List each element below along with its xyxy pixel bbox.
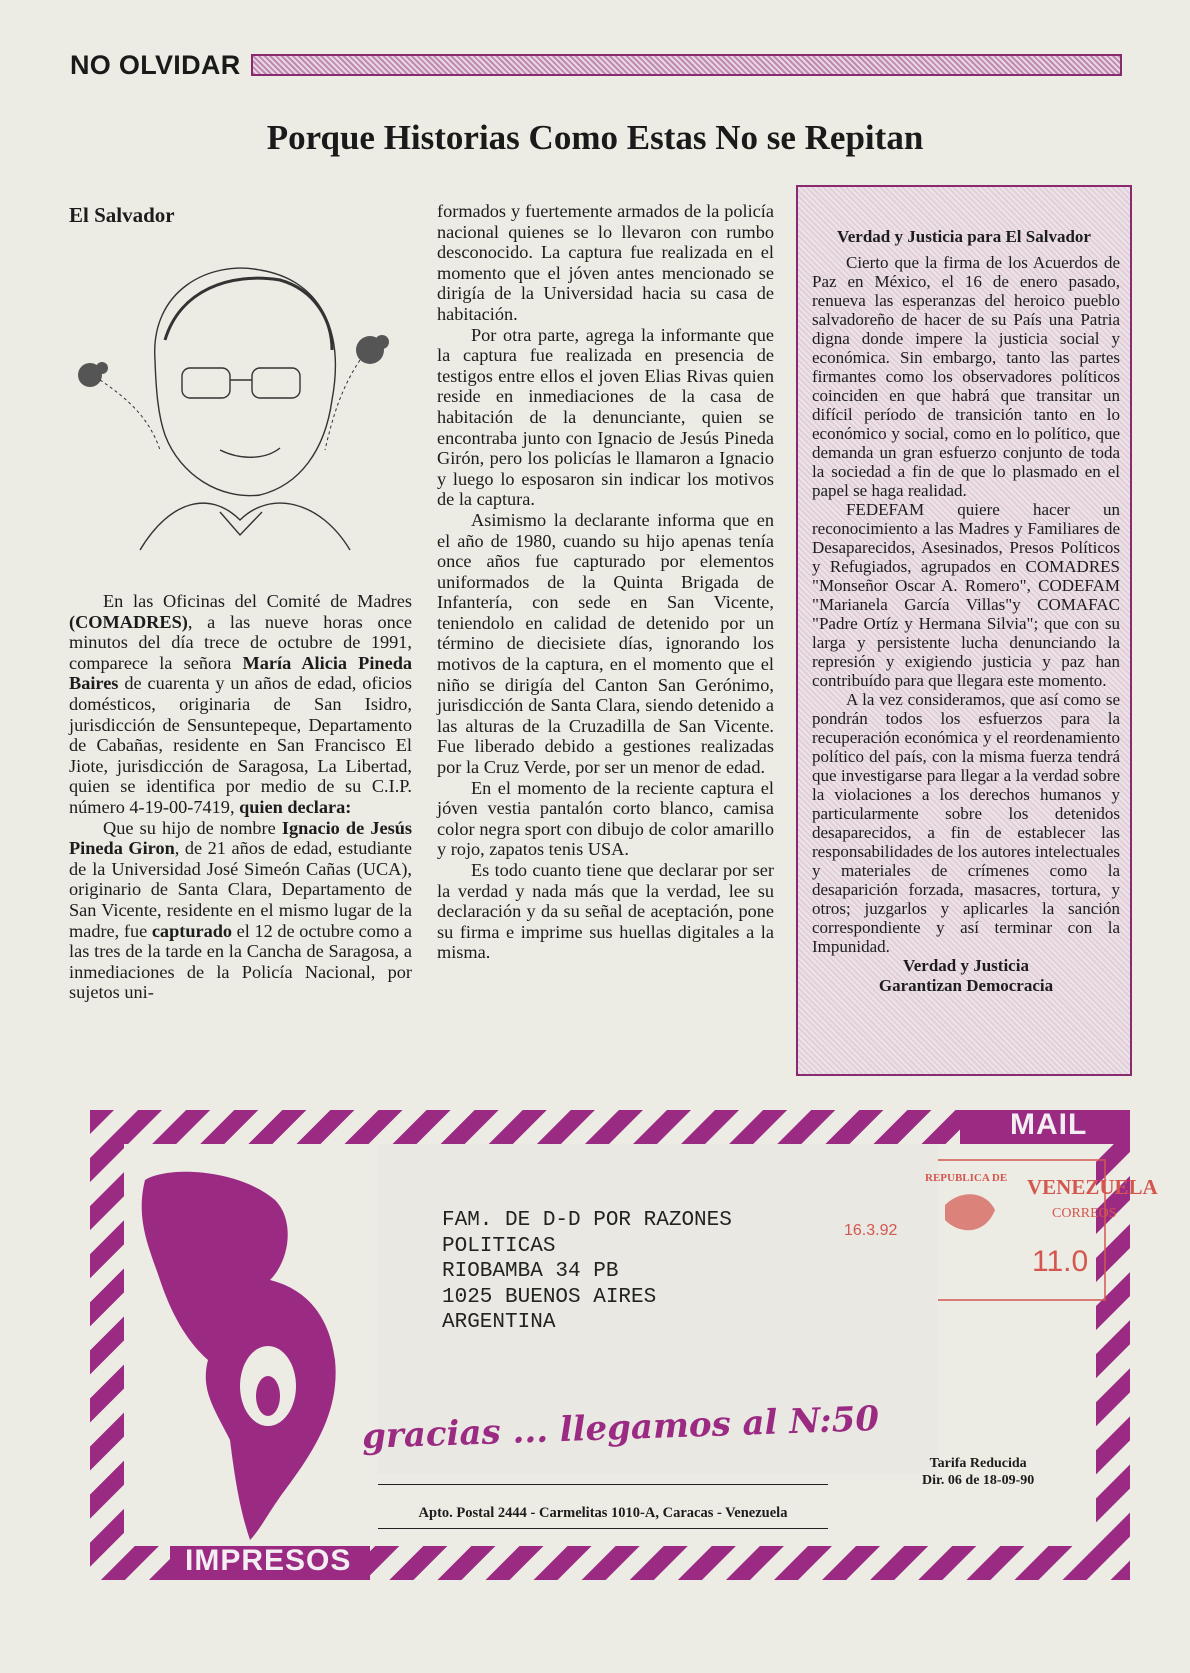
article-column-1-text [69, 591, 412, 1003]
postage-rate: Tarifa Reducida Dir. 06 de 18-09-90 [922, 1456, 1035, 1488]
article-column-1 [69, 205, 412, 226]
section-bar [251, 54, 1123, 76]
article-paragraph: Por otra parte, agrega la informante que la captura fue realizada en presencia de testigos entre ellos el joven Elias Rivas quien reside en inmediaciones de la casa de habitación de la denunciante, quien se encontraba junto con Ignacio de Jesús Pineda Girón, pero los policías le llamaron a Ignacio y luego lo esposaron sin indicar los motivos de la captura. [437, 324, 774, 510]
portrait-illustration [70, 250, 410, 560]
stamp-republica: REPUBLICA DE [925, 1172, 1008, 1184]
sender-postal-address: Apto. Postal 2444 - Carmelitas 1010-A, Caracas - Venezuela [378, 1484, 828, 1529]
recipient-address: FAM. DE D-D POR RAZONES POLITICAS RIOBAMBA 34 PB 1025 BUENOS AIRES ARGENTINA [442, 1209, 732, 1334]
coat-of-arms-icon [945, 1194, 995, 1230]
article-paragraph: formados y fuertemente armados de la policía nacional quienes se lo llevaron con rumbo desconocido. La captura fue realizada en el momento que el jóven antes mencionado se dirigía de la Universidad hacia su casa de habitación. [437, 201, 774, 324]
portrait-glasses-left [182, 368, 230, 398]
portrait-hair [165, 278, 332, 350]
portrait-mouth [220, 448, 280, 457]
map-americas-illustration [142, 1172, 336, 1540]
article-paragraph: En el momento de la reciente captura el jóven vestia pantalón corto blanco, camisa color negra sport con dibujo de color amarillo y rojo, zapatos tenis USA. [437, 777, 774, 860]
portrait-glasses-right [252, 368, 300, 398]
portrait-collar [140, 503, 350, 550]
stamp-correos: CORREOS [1052, 1206, 1117, 1221]
article-paragraph: Es todo cuanto tiene que declarar por ser la verdad y nada más que la verdad, lee su declaración y da su señal de aceptación, pone su firma e imprime sus huellas digitales a la misma. [437, 860, 774, 963]
sidebar-paragraph: Cierto que la firma de los Acuerdos de Paz en México, el 16 de enero pasado, renueva las esperanzas del heroico pueblo salvadoreño de hacer de su País una Patria digna donde impere la justicia social y económica. Sin embargo, tanto las partes firmantes como los observadores políticos coinciden en que habrá que transitar un difícil período de transición tanto en lo económico y social, como en lo político, que demanda un gran esfuerzo conjunto de toda la sociedad a fin de que lo plasmado en el papel se haga realidad. [812, 253, 1120, 500]
handwritten-note: gracias ... llegamos al N:50 [361, 1398, 880, 1458]
article-column-2 [437, 201, 774, 963]
section-title: NO OLVIDAR [70, 49, 241, 80]
article-paragraph: Asimismo la declarante informa que en el año de 1980, cuando su hijo apenas tenía once años fue capturado por elementos uniformados de la Quinta Brigada de Infantería, con sede en San Vicente, teniendolo en calidad de detenido por un término de diecisiete días, ignorando los motivos de la captura, en el momento que el niño se dirigía del Canton San Gerónimo, jurisdicción de Santa Clara, siendo detenido a las alturas de la Cruzadilla de San Vicente. Fue liberado debido a gestiones realizadas por la Cruz Verde, por ser un menor de edad. [437, 509, 774, 778]
impresos-label: IMPRESOS [185, 1544, 352, 1577]
headline: Porque Historias Como Estas No se Repitan [266, 118, 924, 157]
sidebar-closing: Verdad y Justicia Garantizan Democracia [878, 956, 1054, 995]
sidebar-paragraph: FEDEFAM quiere hacer un reconocimiento a las Madres y Familiares de Desaparecidos, Asesinados, Presos Políticos y Refugiados, agrupados en COMADRES "Monseñor Oscar A. Romero", CODEFAM "Marianela García Villas"y COMAFAC "Padre Ortíz y Hermana Silvia"; que con su larga y persistente lucha denunciando la represión y exigiendo justicia y paz han contribuído para que llegara este momento. [812, 500, 1120, 690]
stamp-value: 11.0 [1032, 1245, 1089, 1278]
envelope [90, 1108, 1158, 1580]
postmark-date: 16.3.92 [844, 1222, 898, 1239]
article-paragraph: Que su hijo de nombre Ignacio de Jesús Pineda Giron, de 21 años de edad, estudiante de la Universidad José Simeón Cañas (UCA), originario de Santa Clara, Departamento de San Vicente, residente en el mismo lugar de la madre, fue capturado el 12 de octubre como a las tres de la tarde en la Cancha de Saragosa, a inmediaciones de la Policía Nacional, por sujetos uni- [69, 817, 412, 1003]
sidebar-box [796, 185, 1132, 1076]
article-heading: El Salvador [69, 203, 175, 227]
sidebar-body [812, 253, 1120, 996]
article-paragraph: En las Oficinas del Comité de Madres (COMADRES), a las nueve horas once minutos del día trece de octubre de 1991, comparece la señora María Alicia Pineda Baires de cuarenta y un años de edad, oficios domésticos, originaria de San Isidro, jurisdicción de Sensuntepeque, Departamento de Cabañas, residente en San Francisco El Jiote, jurisdicción de Saragosa, La Libertad, quien se identifica por medio de su C.I.P. número 4-19-00-7419, quien declara: [69, 591, 413, 817]
sidebar-title: Verdad y Justicia para El Salvador [837, 227, 1091, 246]
stamp-country: VENEZUELA [1027, 1175, 1158, 1199]
sidebar-paragraph: A la vez consideramos, que así como se pondrán todos los esfuerzos para la recuperación económica y el reordenamiento político del país, con la misma fuerza tendrá que investigarse para llegar a la verdad sobre la violaciones a los derechos humanos y particularmente sobre los detenidos desaparecidos, a fin de establecer las responsabilidades de los autores intelectuales y materiales de crímenes como la desaparición forzada, masacres, tortura, y otros; juzgarlos y aplicarles la sanción correspondiente y así terminar con la Impunidad. [812, 690, 1120, 956]
airmail-label: MAIL [1010, 1108, 1088, 1141]
section-header [70, 46, 1122, 84]
